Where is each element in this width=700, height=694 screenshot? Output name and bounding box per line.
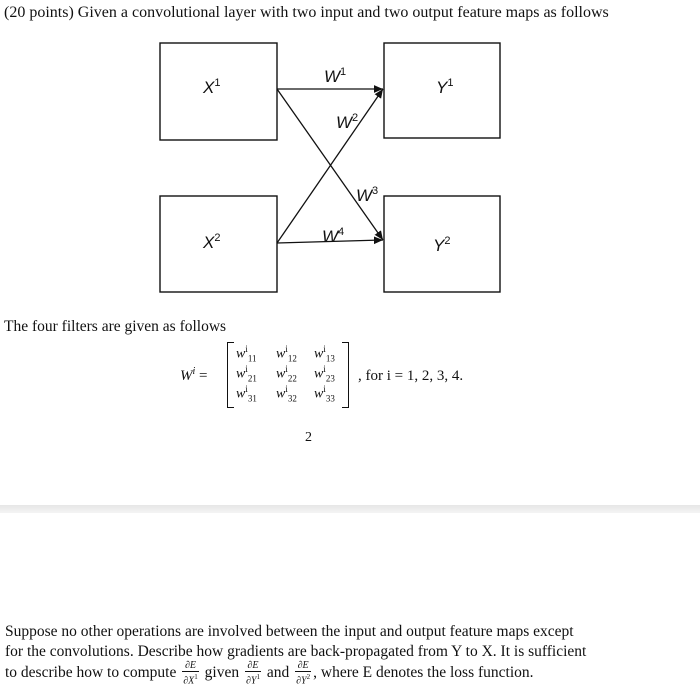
label-w4: $W^4$: [322, 226, 345, 246]
fraction-dE-dY2: $\frac{\partial E}{\partial Y^2}$: [296, 660, 311, 687]
matrix-cell: $w^i_{32}$: [276, 384, 297, 404]
fraction-dE-dX1: $\frac{\partial E}{\partial X^1}$: [183, 660, 198, 687]
matrix-cell: $w^i_{22}$: [276, 364, 297, 384]
filters-intro: The four filters are given as follows: [4, 318, 227, 335]
equation-rhs: , for i = 1, 2, 3, 4.: [358, 368, 464, 384]
matrix-left-bracket: [227, 342, 234, 408]
label-x2: $X^2$: [203, 232, 221, 252]
matrix-cell: $w^i_{23}$: [314, 364, 335, 384]
matrix-cell: $w^i_{33}$: [314, 384, 335, 404]
problem-header: (20 points) Given a convolutional layer with two input and two output feature maps as follows: [4, 4, 609, 21]
label-w2: $W^2$: [336, 112, 359, 132]
page-number: 2: [305, 430, 312, 445]
matrix-cell: $w^i_{31}$: [236, 384, 257, 404]
question-text: [5, 622, 586, 686]
question-line-2: for the convolutions. Describe how gradients are back-propagated from Y to X. It is sufficient: [5, 642, 587, 660]
label-w3: $W^3$: [356, 185, 379, 205]
input-box-x2: [160, 196, 277, 292]
matrix-right-bracket: [342, 342, 349, 408]
page-separator: [0, 505, 700, 513]
label-y1: $Y^1$: [436, 77, 454, 97]
question-line-1: Suppose no other operations are involved between the input and output feature maps except: [5, 623, 574, 640]
question-line-3: to describe how to compute $\frac{\partial E}{\partial X^1}$ given $\frac{\partial E}{\partial Y^1}$ and $\frac{\partial E}{\partial Y^2}$ , where E denotes the loss function.: [5, 660, 534, 687]
matrix-cell: $w^i_{21}$: [236, 364, 257, 384]
fraction-dE-dY1: $\frac{\partial E}{\partial Y^1}$: [245, 660, 260, 687]
label-w1: $W^1$: [324, 66, 347, 86]
matrix-cell: $w^i_{13}$: [314, 344, 335, 364]
equation-lhs: $W^i$ =: [180, 366, 208, 384]
input-box-x1: [160, 43, 277, 140]
matrix-cell: $w^i_{12}$: [276, 344, 297, 364]
matrix-cell: $w^i_{11}$: [236, 344, 257, 364]
label-x1: $X^1$: [203, 77, 221, 97]
conv-layer-diagram: [0, 0, 700, 300]
label-y2: $Y^2$: [433, 235, 451, 255]
